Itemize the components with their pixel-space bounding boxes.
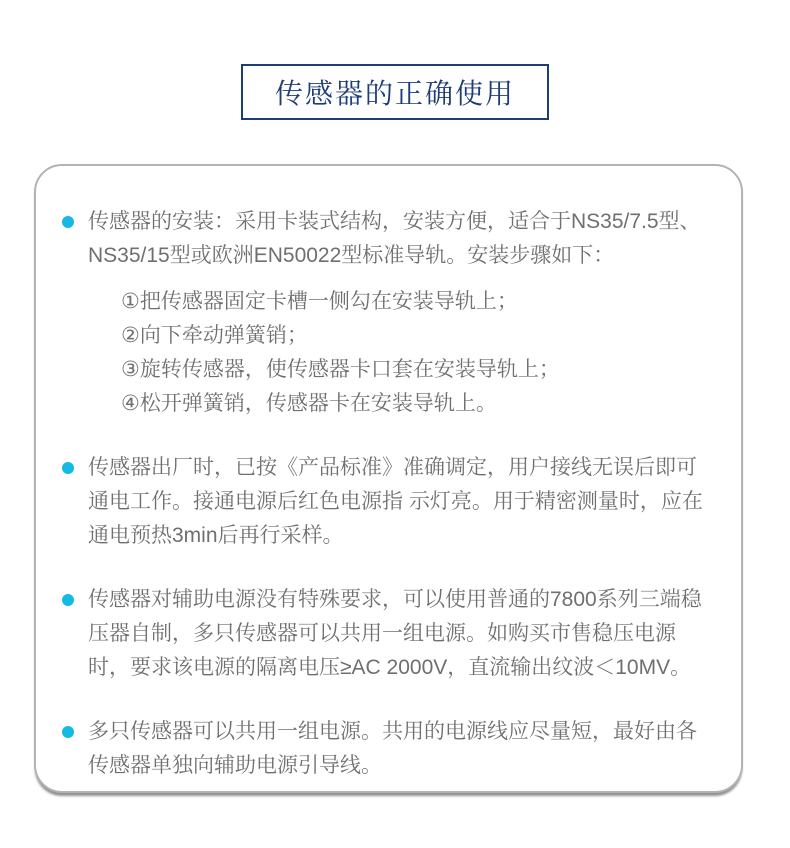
bullet-text: 多只传感器可以共用一组电源。共用的电源线应尽量短，最好由各传感器单独向辅助电源引导线。	[88, 720, 697, 777]
bullet-text: 传感器出厂时，已按《产品标准》准确调定，用户接线无误后即可通电工作。接通电源后红色电源指 示灯亮。用于精密测量时，应在通电预热3min后再行采样。	[88, 456, 703, 547]
bullet-body	[88, 451, 709, 553]
bullet-dot-icon	[62, 216, 74, 228]
install-step: ②向下牵动弹簧销；	[121, 324, 308, 347]
bullet-text: 传感器对辅助电源没有特殊要求，可以使用普通的7800系列三端稳压器自制，多只传感器可以共用一组电源。如购买市售稳压电源时，要求该电源的隔离电压≥AC 2000V，直流输出纹波＜10MV。	[88, 588, 702, 679]
install-steps-list	[88, 285, 709, 421]
install-step: ③旋转传感器，使传感器卡口套在安装导轨上；	[121, 358, 560, 381]
list-item	[62, 583, 709, 685]
bullet-dot-icon	[62, 594, 74, 606]
bullet-body	[88, 583, 709, 685]
bullet-dot-icon	[62, 462, 74, 474]
title-box	[241, 64, 549, 120]
page-title: 传感器的正确使用	[274, 78, 515, 109]
list-item	[62, 715, 709, 783]
list-item	[62, 451, 709, 553]
install-step: ④松开弹簧销，传感器卡在安装导轨上。	[121, 392, 497, 415]
list-item	[62, 205, 709, 421]
bullet-body	[88, 205, 709, 421]
bullet-dot-icon	[62, 726, 74, 738]
install-step: ①把传感器固定卡槽一侧勾在安装导轨上；	[121, 290, 518, 313]
bullet-body	[88, 715, 709, 783]
bullet-text: 传感器的安装：采用卡装式结构，安装方便，适合于NS35/7.5型、NS35/15型或欧洲EN50022型标准导轨。安装步骤如下：	[88, 210, 701, 267]
instructions-card	[34, 164, 743, 793]
card-content	[36, 166, 741, 783]
